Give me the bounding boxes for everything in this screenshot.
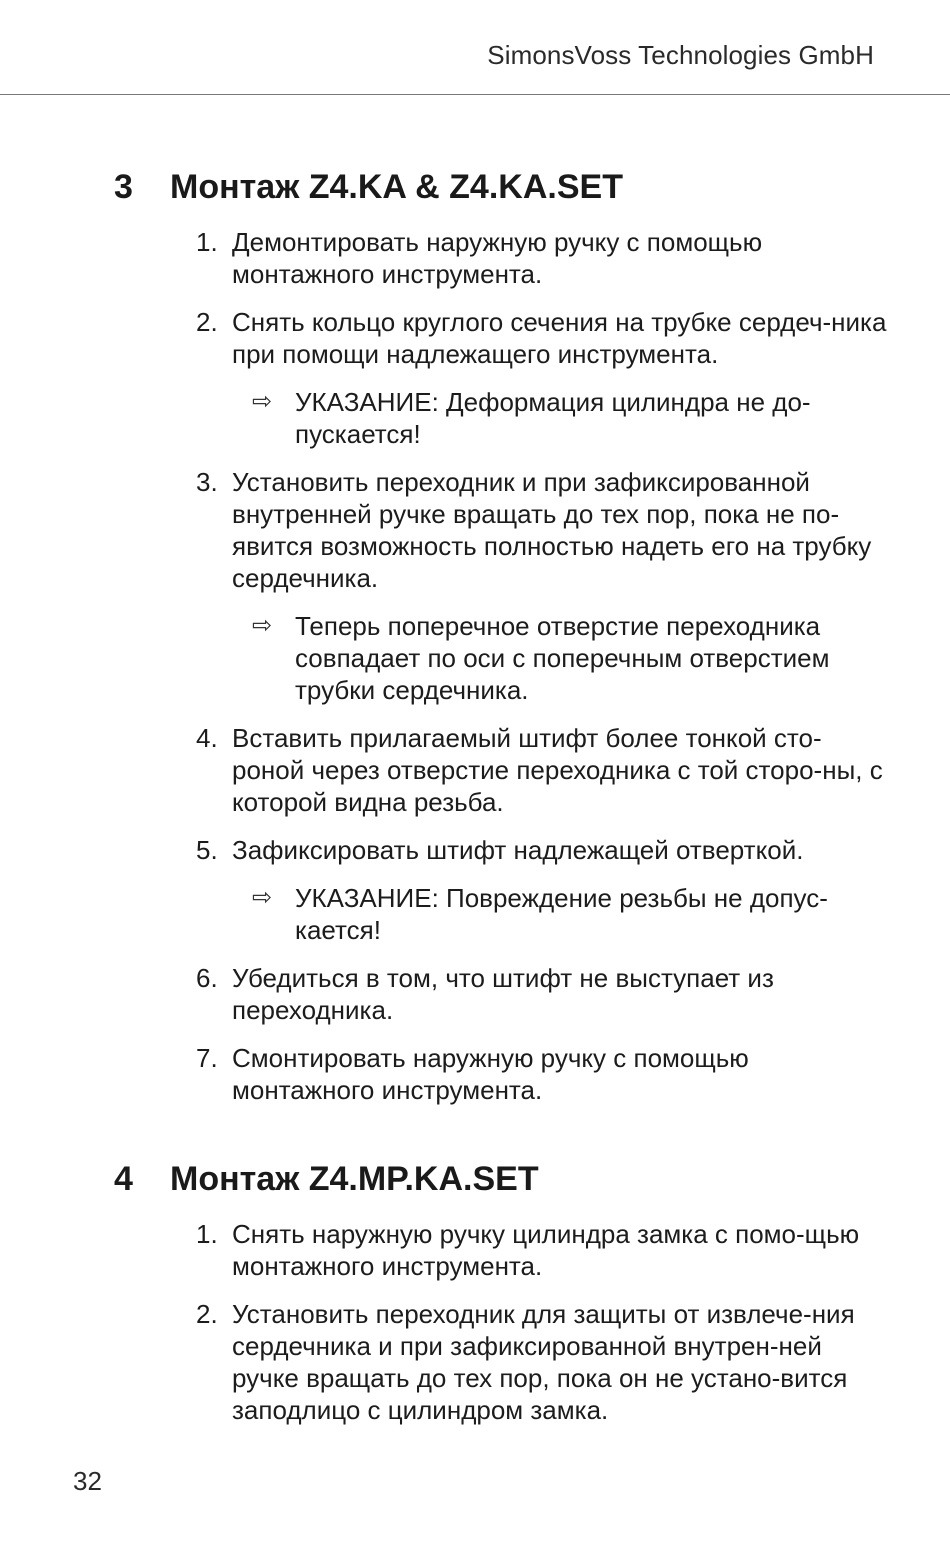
note-text: УКАЗАНИЕ: Деформация цилиндра не до-пускается!	[295, 387, 811, 449]
section-number: 4	[114, 1160, 133, 1198]
step-number: 4.	[196, 723, 218, 753]
step-number: 1.	[196, 1219, 218, 1249]
note-item	[0, 882, 950, 946]
step-number: 3.	[196, 467, 218, 497]
step-list	[0, 226, 950, 1106]
arrow-right-outline-icon: ⇨	[252, 612, 273, 639]
list-item	[0, 1218, 950, 1282]
step-number: 5.	[196, 835, 218, 865]
list-item	[0, 962, 950, 1026]
step-text: Снять кольцо круглого сечения на трубке сердеч-ника при помощи надлежащего инструмента.	[232, 307, 887, 369]
step-text: Снять наружную ручку цилиндра замка с помо-щью монтажного инструмента.	[232, 1219, 860, 1281]
step-text: Установить переходник для защиты от извлече-ния сердечника и при зафиксированной внутрен-ней ручке вращать до тех пор, пока он не устано-вится заподлицо с цилиндром замка.	[232, 1299, 855, 1425]
section-heading	[0, 1160, 950, 1204]
note-item	[0, 386, 950, 450]
list-item	[0, 722, 950, 818]
header-company-name: SimonsVoss Technologies GmbH	[487, 40, 874, 70]
note-text: УКАЗАНИЕ: Повреждение резьбы не допус-кается!	[295, 883, 828, 945]
step-list	[0, 1218, 950, 1426]
arrow-right-outline-icon: ⇨	[252, 388, 273, 415]
step-text: Зафиксировать штифт надлежащей отверткой.	[232, 835, 804, 865]
page-number: 32	[73, 1466, 102, 1496]
section-heading	[0, 168, 950, 212]
step-number: 7.	[196, 1043, 218, 1073]
note-text: Теперь поперечное отверстие переходника совпадает по оси с поперечным отверстием трубки сердечника.	[295, 611, 830, 705]
section-number: 3	[114, 168, 133, 206]
step-text: Вставить прилагаемый штифт более тонкой сто-роной через отверстие переходника с той сторо-ны, с которой видна резьба.	[232, 723, 883, 817]
step-number: 6.	[196, 963, 218, 993]
header-divider	[0, 94, 950, 95]
step-number: 1.	[196, 227, 218, 257]
step-text: Демонтировать наружную ручку с помощью монтажного инструмента.	[232, 227, 763, 289]
step-text: Смонтировать наружную ручку с помощью монтажного инструмента.	[232, 1043, 749, 1105]
section-3	[0, 168, 950, 1122]
section-title: Монтаж Z4.KA & Z4.KA.SET	[170, 168, 623, 206]
step-text: Установить переходник и при зафиксированной внутренней ручке вращать до тех пор, пока не по-явится возможность полностью надеть его на трубку сердечника.	[232, 467, 872, 593]
section-4	[0, 1160, 950, 1442]
list-item	[0, 1042, 950, 1106]
list-item	[0, 834, 950, 866]
section-title: Монтаж Z4.MP.KA.SET	[170, 1160, 539, 1198]
list-item	[0, 306, 950, 370]
note-item	[0, 610, 950, 706]
list-item	[0, 226, 950, 290]
step-text: Убедиться в том, что штифт не выступает из переходника.	[232, 963, 774, 1025]
list-item	[0, 1298, 950, 1426]
step-number: 2.	[196, 1299, 218, 1329]
arrow-right-outline-icon: ⇨	[252, 884, 273, 911]
step-number: 2.	[196, 307, 218, 337]
list-item	[0, 466, 950, 594]
